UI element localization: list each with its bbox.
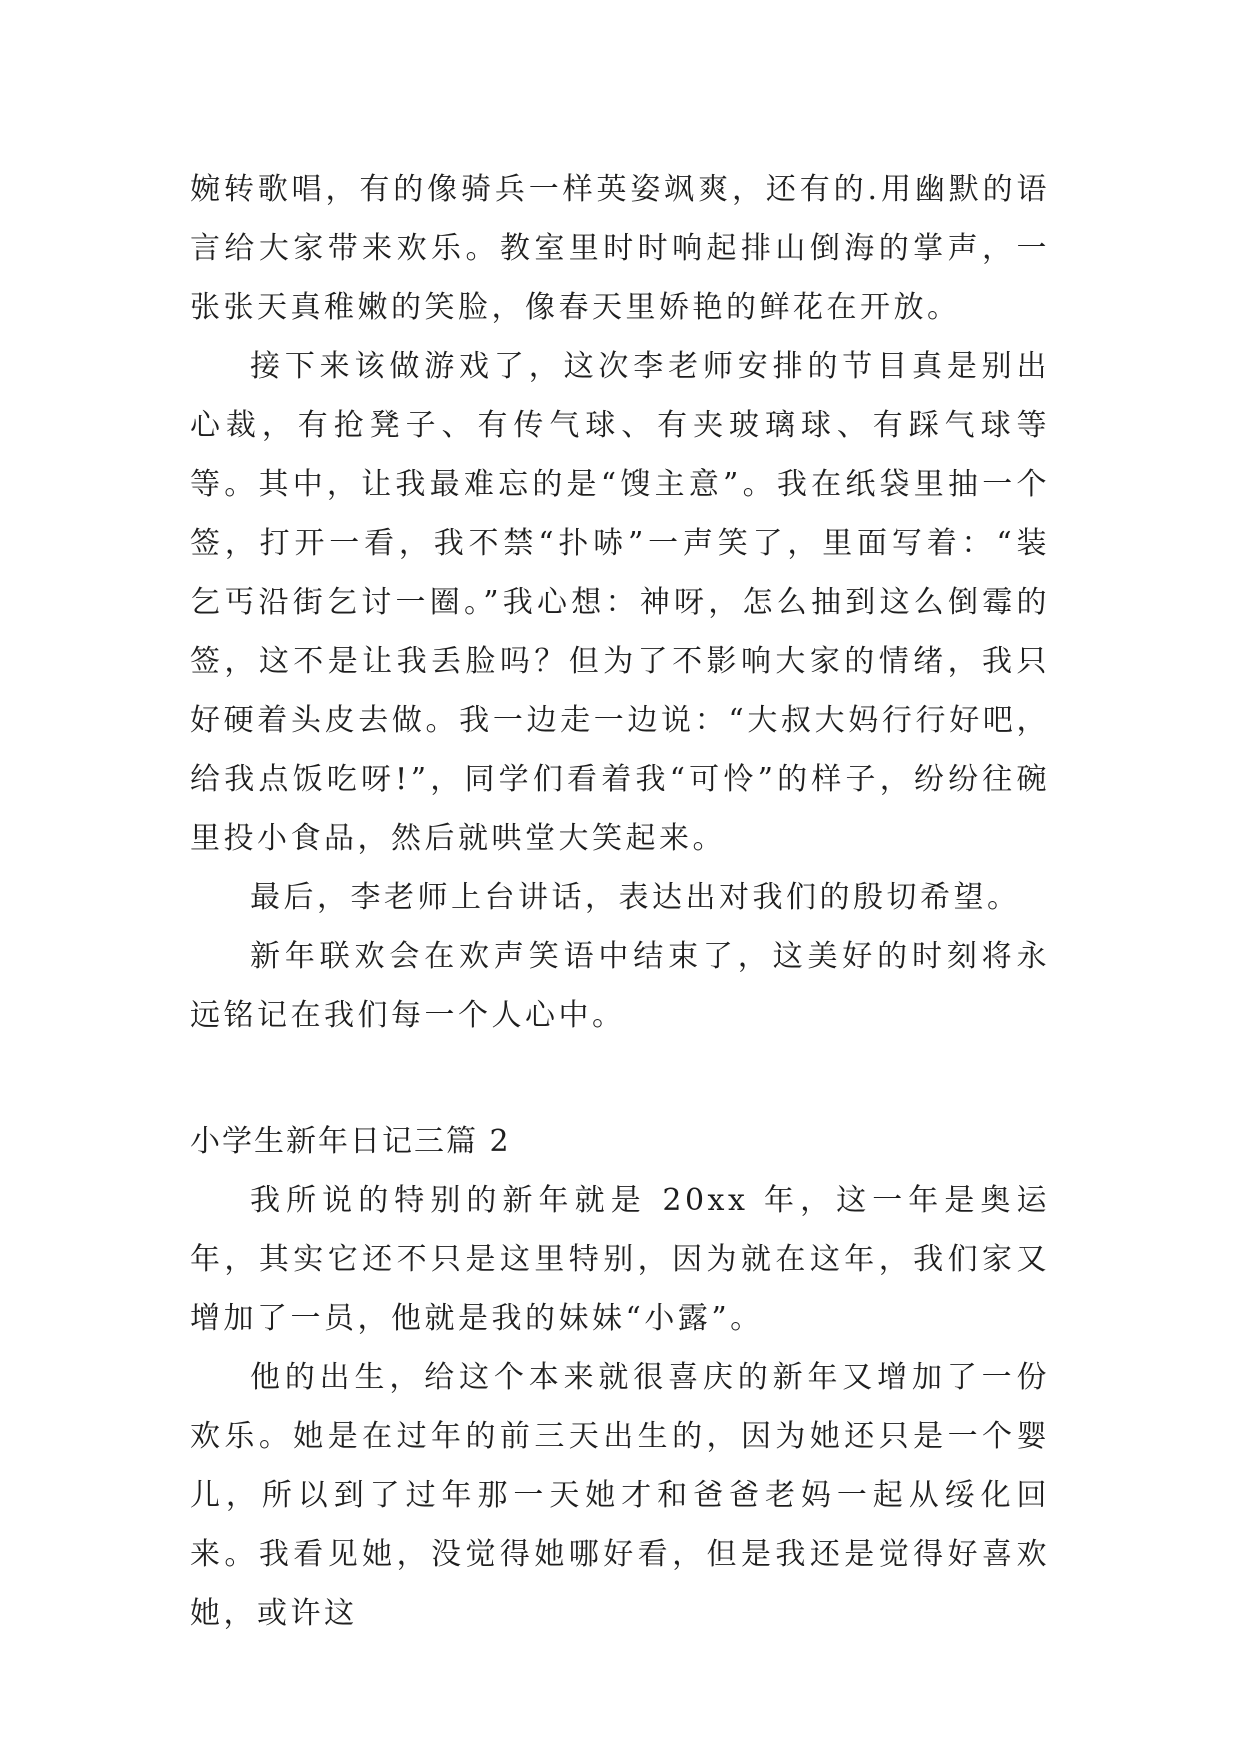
paragraph-teacher-speech: 最后，李老师上台讲话，表达出对我们的殷切希望。 <box>250 880 1021 915</box>
document-body <box>190 160 1050 1643</box>
paragraph-sister-birth: 他的出生，给这个本来就很喜庆的新年又增加了一份欢乐。她是在过年的前三天出生的，因为她还只是一个婴儿，所以到了过年那一天她才和爸爸老妈一起从绥化回来。我看见她，没觉得她哪好看，但是我还是觉得好喜欢她，或许这 <box>190 1360 1050 1631</box>
paragraph-continued: 婉转歌唱，有的像骑兵一样英姿飒爽，还有的.用幽默的语言给大家带来欢乐。教室里时时响起排山倒海的掌声，一张张天真稚嫩的笑脸，像春天里娇艳的鲜花在开放。 <box>190 172 1050 325</box>
section-title: 小学生新年日记三篇 2 <box>190 1124 511 1159</box>
paragraph-games: 接下来该做游戏了，这次李老师安排的节目真是别出心裁，有抢凳子、有传气球、有夹玻璃球、有踩气球等等。其中，让我最难忘的是“馊主意”。我在纸袋里抽一个签，打开一看，我不禁“扑哧”一声笑了，里面写着：“装乞丐沿街乞讨一圈。”我心想：神呀，怎么抽到这么倒霉的签，这不是让我丢脸吗？但为了不影响大家的情绪，我只好硬着头皮去做。我一边走一边说：“大叔大妈行行好吧，给我点饭吃呀!”，同学们看着我“可怜”的样子，纷纷往碗里投小食品，然后就哄堂大笑起来。 <box>190 349 1050 856</box>
paragraph-ending: 新年联欢会在欢声笑语中结束了，这美好的时刻将永远铭记在我们每一个人心中。 <box>190 939 1050 1033</box>
paragraph-special-new-year: 我所说的特别的新年就是 20xx 年，这一年是奥运年，其实它还不只是这里特别，因为就在这年，我们家又增加了一员，他就是我的妹妹“小露”。 <box>190 1183 1050 1336</box>
